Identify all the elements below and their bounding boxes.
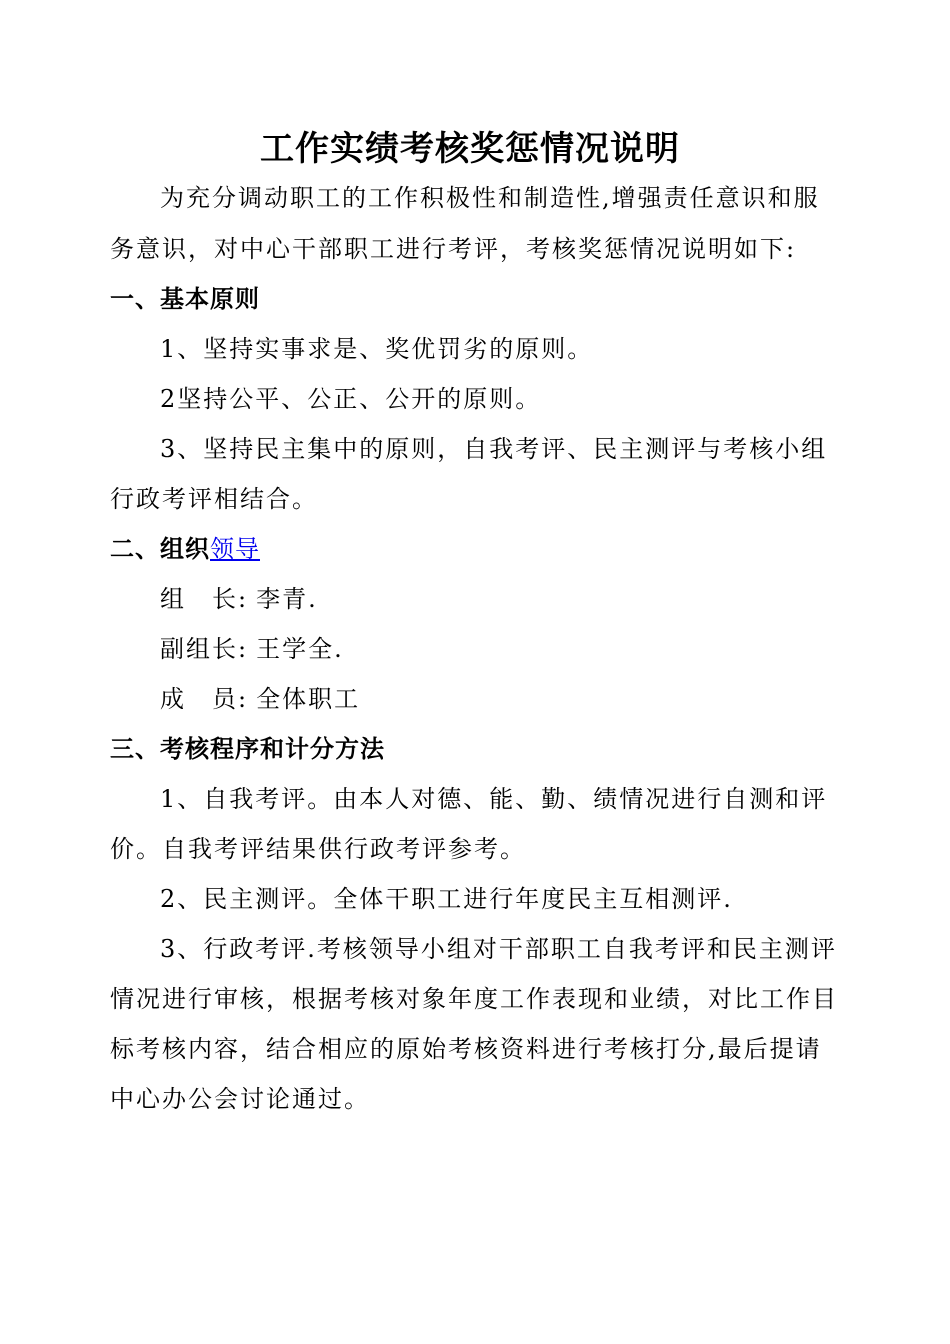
section-2-heading — [110, 533, 260, 565]
deputy-row — [160, 633, 344, 665]
section-1-heading: 一、基本原则 — [110, 285, 260, 313]
leadership-link[interactable]: 领导 — [210, 535, 260, 563]
section-3-item-1-line-1: 1、自我考评。由本人对德、能、勤、绩情况进行自测和评 — [160, 785, 828, 813]
section-1-item-3-line-2: 行政考评相结合。 — [110, 485, 318, 513]
member-label-b: 员: — [212, 685, 249, 713]
section-3-item-1-line-2: 价。自我考评结果供行政考评参考。 — [110, 835, 526, 863]
leader-label-a: 组 — [160, 585, 186, 613]
section-3-item-3-line-4: 中心办公会讨论通过。 — [110, 1085, 370, 1113]
leader-name: 李青. — [256, 585, 318, 613]
section-3-item-3-line-1: 3、行政考评.考核领导小组对干部职工自我考评和民主测评 — [160, 935, 837, 963]
intro-line-2: 务意识，对中心干部职工进行考评，考核奖惩情况说明如下: — [110, 235, 797, 263]
member-name: 全体职工 — [256, 685, 361, 713]
section-1-item-3-line-1: 3、坚持民主集中的原则，自我考评、民主测评与考核小组 — [160, 435, 828, 463]
deputy-name: 王学全. — [256, 635, 344, 663]
section-1-item-2: 2坚持公平、公正、公开的原则。 — [160, 385, 542, 413]
intro-line-1: 为充分调动职工的工作积极性和制造性,增强责任意识和服 — [160, 184, 820, 212]
section-2-heading-prefix: 二、组织 — [110, 535, 210, 563]
section-3-item-3-line-2: 情况进行审核，根据考核对象年度工作表现和业绩，对比工作目 — [110, 985, 838, 1013]
section-1-item-1: 1、坚持实事求是、奖优罚劣的原则。 — [160, 335, 594, 363]
leader-row — [160, 583, 318, 615]
section-3-item-2: 2、民主测评。全体干职工进行年度民主互相测评. — [160, 885, 733, 913]
member-label-a: 成 — [160, 685, 186, 713]
document-title: 工作实绩考核奖惩情况说明 — [260, 129, 680, 169]
section-3-item-3-line-3: 标考核内容，结合相应的原始考核资料进行考核打分,最后提请 — [110, 1035, 822, 1063]
section-3-heading: 三、考核程序和计分方法 — [110, 735, 385, 763]
member-row — [160, 683, 360, 715]
deputy-label: 副组长: — [160, 635, 249, 663]
leader-label-b: 长: — [212, 585, 249, 613]
